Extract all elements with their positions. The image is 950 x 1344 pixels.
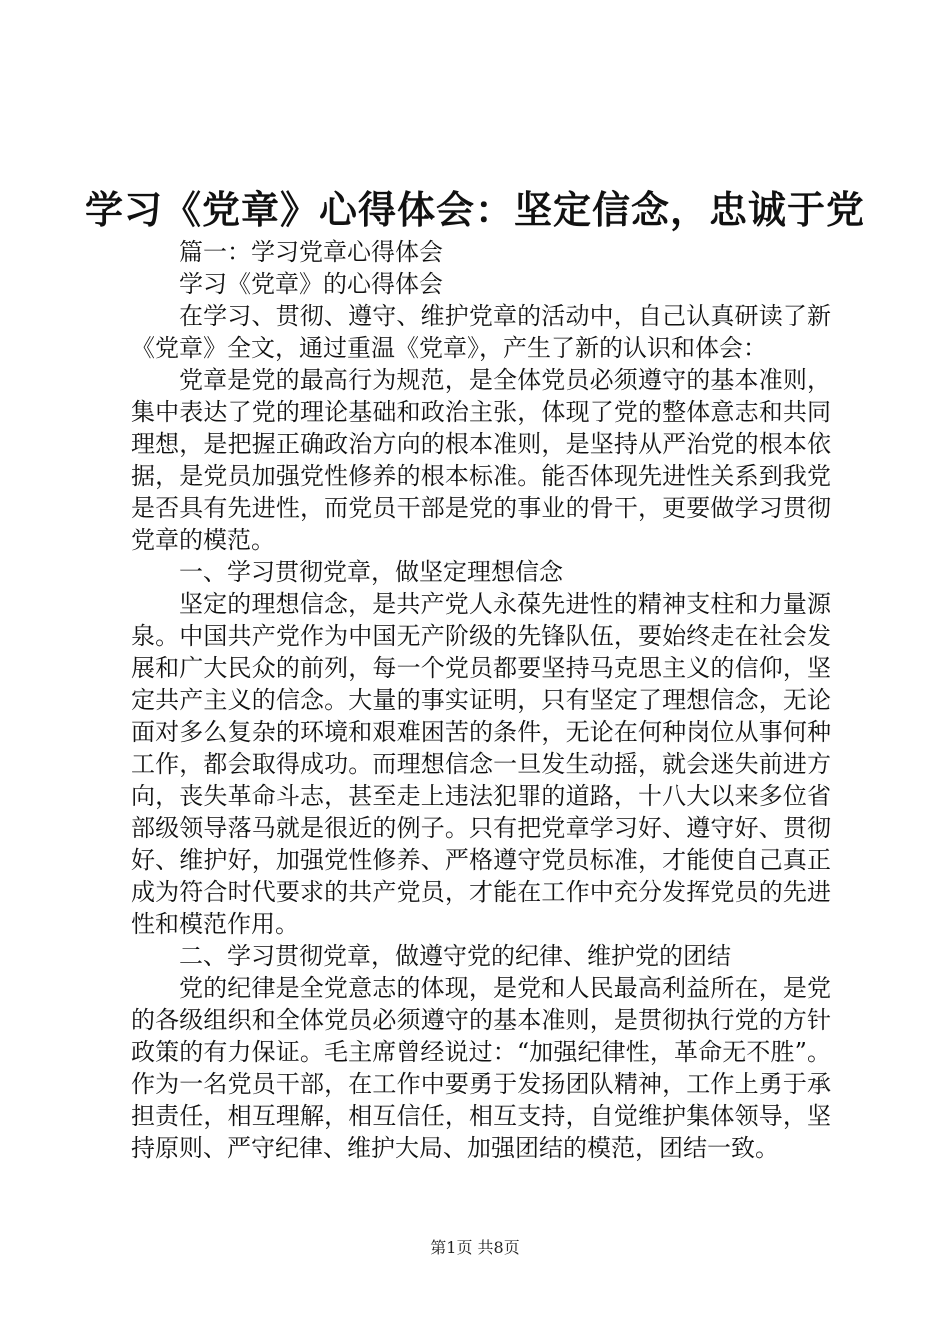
document-body: [131, 236, 831, 1164]
paragraph-ideals: 坚定的理想信念，是共产党人永葆先进性的精神支柱和力量源泉。中国共产党作为中国无产阶级的先锋队伍，要始终走在社会发展和广大民众的前列，每一个党员都要坚持马克思主义的信仰，坚定共产主义的信念。大量的事实证明，只有坚定了理想信念，无论面对多么复杂的环境和艰难困苦的条件，无论在何种岗位从事何种工作，都会取得成功。而理想信念一旦发生动摇，就会迷失前进方向，丧失革命斗志，甚至走上违法犯罪的道路，十八大以来多位省部级领导落马就是很近的例子。只有把党章学习好、遵守好、贯彻好、维护好，加强党性修养、严格遵守党员标准，才能使自己真正成为符合时代要求的共产党员，才能在工作中充分发挥党员的先进性和模范作用。: [131, 590, 831, 938]
paragraph-section-label: 篇一：学习党章心得体会: [179, 238, 443, 266]
paragraph-subtitle: 学习《党章》的心得体会: [179, 270, 443, 298]
heading-section-one: 一、学习贯彻党章，做坚定理想信念: [179, 558, 563, 586]
document-title: 学习《党章》心得体会：坚定信念，忠诚于党: [84, 187, 865, 232]
paragraph-charter-role: 党章是党的最高行为规范，是全体党员必须遵守的基本准则，集中表达了党的理论基础和政治主张，体现了党的整体意志和共同理想，是把握正确政治方向的根本准则，是坚持从严治党的根本依据，是党员加强党性修养的根本标准。能否体现先进性关系到我党是否具有先进性，而党员干部是党的事业的骨干，更要做学习贯彻党章的模范。: [131, 366, 831, 554]
heading-section-two: 二、学习贯彻党章，做遵守党的纪律、维护党的团结: [179, 942, 731, 970]
paragraph-discipline: 党的纪律是全党意志的体现，是党和人民最高利益所在，是党的各级组织和全体党员必须遵守的基本准则，是贯彻执行党的方针政策的有力保证。毛主席曾经说过：“加强纪律性，革命无不胜”。作为一名党员干部，在工作中要勇于发扬团队精神，工作上勇于承担责任，相互理解，相互信任，相互支持，自觉维护集体领导，坚持原则、严守纪律、维护大局、加强团结的模范，团结一致。: [131, 974, 831, 1162]
page-number-footer: 第1页 共8页: [430, 1238, 520, 1257]
paragraph-intro: 在学习、贯彻、遵守、维护党章的活动中，自己认真研读了新《党章》全文，通过重温《党章》，产生了新的认识和体会：: [131, 302, 831, 362]
